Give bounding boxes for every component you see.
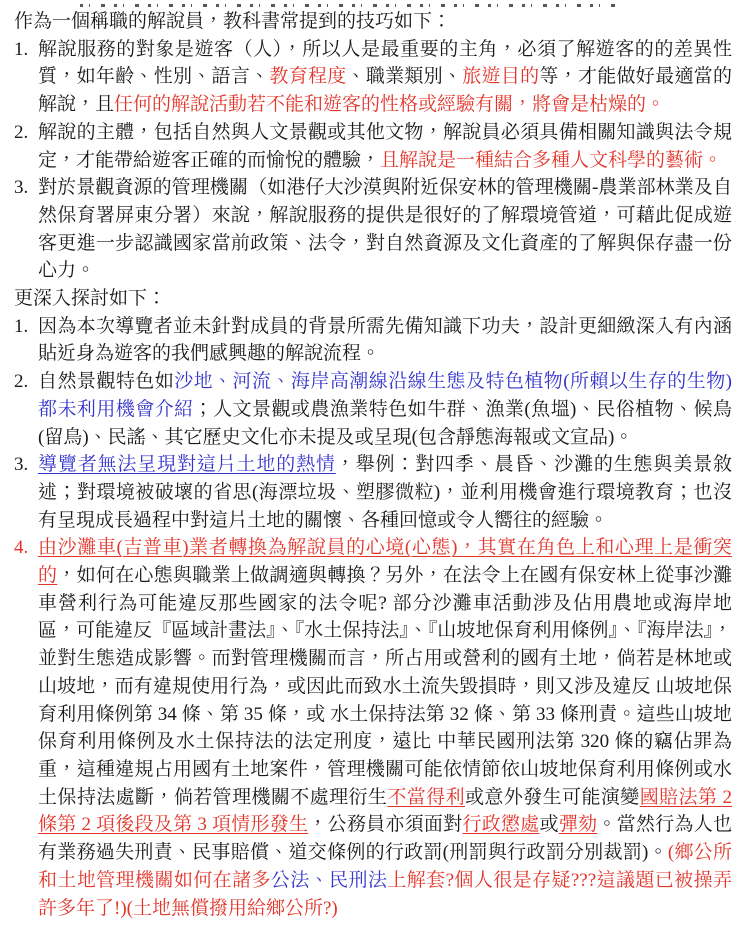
techniques-list-item-2	[14, 119, 732, 174]
list-item-text	[38, 313, 732, 368]
list-marker: 1.	[14, 315, 29, 337]
deeper-list-item-4	[14, 534, 732, 922]
text-segment: 或意外發生可能演變	[465, 786, 640, 808]
list-item-text	[38, 174, 732, 285]
text-segment: 。當然行為人也有業務過失刑責、民事賠償、道交條例的行政罰(刑罰與行政罰分別裁罰)。	[38, 814, 732, 864]
text-segment: 解說服務的對象是遊客（人），所以人是最重要的主角，必須了解遊客的的差異性質，如年齡、性別、語言、	[38, 38, 732, 88]
deeper-list-item-3	[14, 451, 732, 534]
techniques-list-item-1	[14, 36, 732, 119]
text-segment: 或	[539, 814, 559, 836]
list-item-text	[38, 368, 732, 451]
text-segment: 因為本次導覽者並未針對成員的背景所需先備知識下功夫，設計更細緻深入有內涵貼近身為遊客的我們感興趣的解說流程。	[38, 315, 732, 365]
text-segment: (鄉公所和土地管理機關如何在諸多	[38, 842, 733, 891]
text-segment: 旅遊目的	[462, 66, 540, 88]
text-segment: ，公務員亦須面對	[308, 814, 463, 836]
list-item-text	[38, 36, 732, 119]
text-segment: 教育程度	[269, 66, 347, 88]
text-segment: 由沙灘車(吉普車)業者轉換為解說員的心境(心態)，其實在角色上和心理上是衝突的	[38, 537, 732, 587]
text-segment: 等，才能做好最適當的解說，且	[38, 66, 732, 116]
text-segment: 不當得利	[387, 786, 465, 808]
text-segment: 公法、民刑法	[270, 869, 388, 891]
text-segment: 、職業類別、	[346, 66, 463, 88]
text-segment: ；人文景觀或農漁業特色如牛群、漁業(魚塭)、民俗植物、候鳥(留鳥)、民謠、其它歷史文化亦未提及或呈現(包含靜態海報或文宣品)。	[38, 398, 732, 448]
list-marker: 2.	[14, 371, 29, 393]
text-segment: 任何的解說活動若不能和遊客的性格或經驗有關，將會是枯燥的。	[114, 94, 666, 116]
text-segment: ，舉例：對四季、晨昏、沙灘的生態與美景敘述；對環境被破壞的省思(海漂垃圾、塑膠微粒)，並利用機會進行環境教育；也沒有呈現成長過程中對這片土地的關懷、各種回憶或令人嚮往的經驗。	[38, 454, 732, 531]
techniques-list-item-3	[14, 174, 732, 285]
deeper-list-item-2	[14, 368, 732, 451]
text-segment: 行政懲處	[462, 814, 540, 836]
text-segment: 上解套?個人很是存疑???這議題已被操弄許多年了!)(土地無償撥用給鄉公所?)	[38, 869, 732, 919]
text-segment: ，如何在心態與職業上做調適與轉換？另外，在法令上在國有保安林上從事沙灘車營利行為可能違反那些國家的法令呢? 部分沙灘車活動涉及佔用農地或海岸地區，可能違反『區域計畫法』、『水土保持法』、『山坡地保育利用條例』、『海岸法』，並對生態造成影響。而對管理機關而言，所占用或營利的國有土地，倘若是林地或山坡地，而有違規使用行為，或因此而致水土流失毀損時，則又涉及違反 山坡地保育利用條例第 34 條、第 35 條，或 水土保持法第 32 條、第 33 條刑責。這些山坡地保育利用條例及水土保持法的法定刑度，遠比 中華民國刑法第 320 條的竊佔罪為重，這種違規占用國有土地案件，管理機關可能依情節依山坡地保育利用條例或水土保持法處斷，倘若管理機關不處理衍生	[38, 565, 732, 808]
text-segment: 自然景觀特色如	[38, 371, 175, 393]
list-marker: 4.	[14, 537, 29, 559]
list-marker: 3.	[14, 177, 29, 199]
intro-line: 作為一個稱職的解說員，教科書常提到的技巧如下：	[14, 11, 452, 32]
text-segment: 導覽者無法呈現對這片土地的熱情	[38, 454, 336, 476]
text-segment: 且解說是一種結合多種人文科學的藝術。	[380, 149, 723, 171]
text-segment: 彈劾	[558, 814, 598, 836]
list-item-text	[38, 534, 732, 922]
text-segment: 國賠法第 2 條第 2 項後段及第 3 項情形發生	[38, 786, 732, 836]
deeper-section-heading: 更深入探討如下：	[14, 288, 167, 310]
list-marker: 3.	[14, 454, 29, 476]
deeper-list-item-1	[14, 313, 732, 368]
list-item-text	[38, 119, 732, 174]
text-segment: 對於景觀資源的管理機關（如港仔大沙漠與附近保安林的管理機關-農業部林業及自然保育署屏東分署）來說，解說服務的提供是很好的了解環境管道，可藉此促成遊客更進一步認識國家當前政策、法令，對自然資源及文化資產的了解與保存盡一份心力。	[38, 177, 732, 282]
list-marker: 1.	[14, 38, 29, 60]
text-segment: 沙地、河流、海岸高潮線沿線生態及特色植物(所賴以生存的生物)都未利用機會介紹	[38, 371, 732, 420]
clipped-text-fragments	[80, 4, 620, 7]
list-item-text	[38, 451, 732, 534]
text-segment: 解說的主體，包括自然與人文景觀或其他文物，解說員必須具備相關知識與法令規定，才能帶給遊客正確的而愉悅的體驗，	[38, 121, 732, 171]
list-marker: 2.	[14, 121, 29, 143]
